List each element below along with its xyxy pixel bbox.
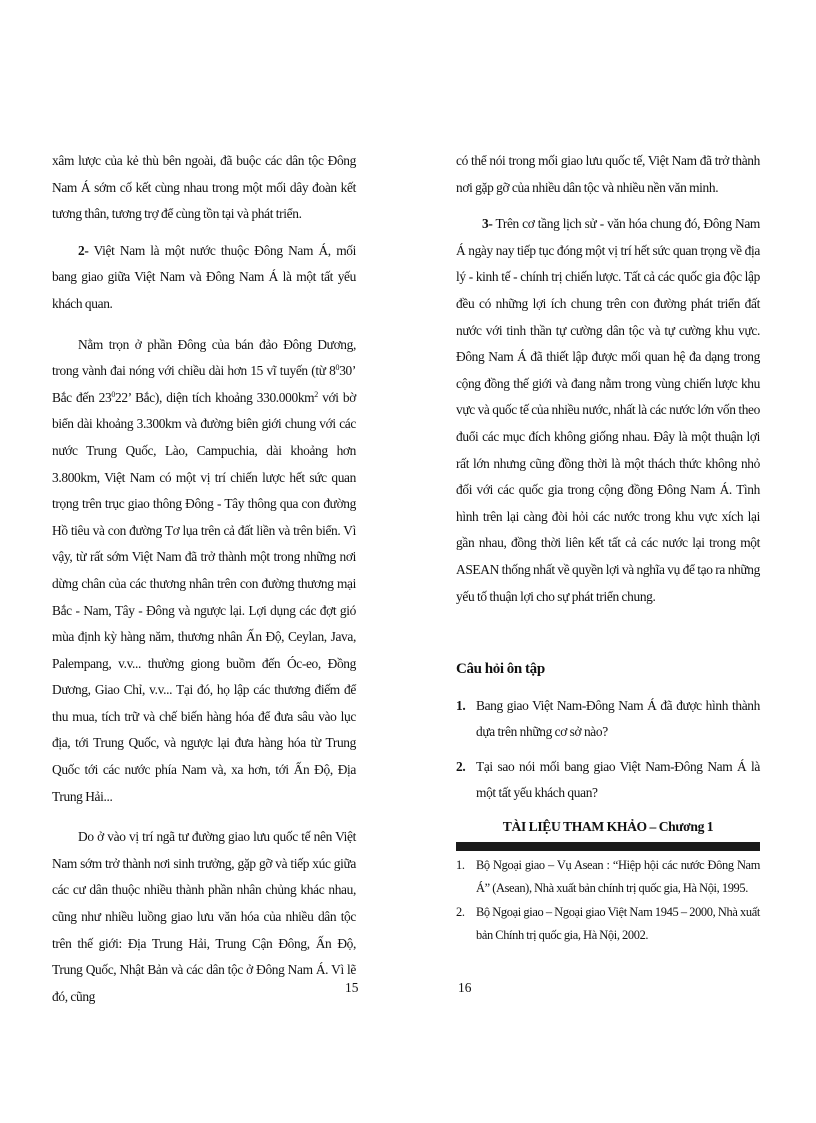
section-number: 2- [78,242,89,258]
superscript: 0 [335,363,340,373]
references-title: TÀI LIỆU THAM KHẢO – Chương 1 [502,819,714,835]
section-number: 3- [482,216,493,232]
paragraph-text: 22’ Bắc), diện tích khoảng 330.000km [114,389,315,405]
reference-item [456,854,760,899]
page-number: 16 [458,980,472,995]
paragraph-text: 30’ Bắc đến 23 [52,363,356,405]
superscript: 0 [111,389,115,399]
paragraph [52,238,356,318]
paragraph-text: Việt Nam là một nước thuộc Đông Nam Á, mối bang giao giữa Việt Nam và Đông Nam Á là một tất yếu khách quan. [52,242,356,311]
superscript: 2 [314,389,318,399]
paragraph-text: Nằm trọn ở phần Đông của bán đảo Đông Dương, trong vành đai nóng với chiều dài hơn 15 vĩ tuyến (từ 8 [52,336,356,379]
left-page-column [52,148,359,1010]
question-text: Bang giao Việt Nam-Đông Nam Á đã được hình thành dựa trên những cơ sở nào? [476,697,760,740]
question-item [456,754,760,807]
question-number: 1. [456,697,466,713]
paragraph: Do ở vào vị trí ngã tư đường giao lưu quốc tế nên Việt Nam sớm trở thành nơi sinh trưởng, gặp gỡ và tiếp xúc giữa các cư dân thuộc nhiều thành phần nhân chủng khác nhau, cũng như nhiều luồng giao lưu văn hóa của nhiều dân tộc trên thế giới: Địa Trung Hải, Trung Cận Đông, Ấn Độ, Trung Quốc, Nhật Bản và các dân tộc ở Đông Nam Á. Vì lẽ đó, cũng [52,829,356,1004]
paragraph-text: Trên cơ tầng lịch sử - văn hóa chung đó, Đông Nam Á ngày nay tiếp tục đóng một vị trí hết sức quan trọng về địa lý - kinh tế - chính trị chiến lược. Tất cả các quốc gia độc lập đều có những lợi ích chung trên con đường phát triển đất nước với tinh thần tự cường dân tộc và tự cường khu vực. Đông Nam Á đã thiết lập được mối quan hệ đa dạng trong cộng đồng thế giới và đang nằm trong vùng chiến lược khu vực và quốc tế của nhiều nước, nhất là các nước lớn vốn theo đuổi các mục đích không giống nhau. Đây là một thuận lợi rất lớn nhưng cũng đồng thời là một thách thức không nhỏ đối với các quốc gia trong cộng đồng Đông Nam Á. Tình hình trên lại càng đòi hỏi các nước trong khu vực xích lại gần nhau, đồng thời liên kết tất cả các nước lại trong một ASEAN thống nhất về quyền lợi và nghĩa vụ để tạo ra những yếu tố thuận lợi cho sự phát triển chung. [456,216,760,604]
reference-number: 2. [456,905,465,920]
paragraph: có thể nói trong mối giao lưu quốc tế, Việt Nam đã trở thành nơi gặp gỡ của nhiều dân tộc và nhiều nền văn minh. [456,153,760,195]
paragraph-text: với bờ biển dài khoảng 3.300km và đường biên giới chung với các nước Trung Quốc, Lào, Campuchia, dài khoảng hơn 3.800km, Việt Nam có một vị trí chiến lược hết sức quan trọng trên trục giao thông Đông - Tây thông qua con đường Hồ tiêu và con đường Tơ lụa trên cả đất liền và trên biển. Vì vậy, từ rất sớm Việt Nam đã trở thành một trong những nơi dừng chân của các thương nhân trên con đường thương mại Bắc - Nam, Tây - Đông và ngược lại. Lợi dụng các đợt gió mùa định kỳ hàng năm, thương nhân Ấn Độ, Ceylan, Java, Palempang, v.v... thường giong buồm đến Óc-eo, Đồng Dương, Giao Chỉ, v.v... Tại đó, họ lập các thương điếm để thu mua, tích trữ và chế biến hàng hóa để đưa sâu vào lục địa, tới Trung Quốc, và ngược lại đưa hàng hóa từ Trung Quốc tới các nước phía Nam và, xa hơn, tới Ấn Độ, Địa Trung Hải... [52,389,357,804]
references-divider [456,842,760,851]
question-item [456,693,760,746]
paragraph [456,211,760,610]
paragraph: xâm lược của kẻ thù bên ngoài, đã buộc các dân tộc Đông Nam Á sớm cố kết cùng nhau trong một mối dây đoàn kết tương thân, tương trợ để cùng tồn tại và phát triển. [52,153,356,222]
page-number: 15 [345,980,359,995]
reference-text: Bộ Ngoại giao – Vụ Asean : “Hiệp hội các nước Đông Nam Á” (Asean), Nhà xuất bản chính trị quốc gia, Hà Nội, 1995. [476,858,760,895]
reference-item [456,901,760,946]
paragraph [52,332,356,811]
review-heading: Câu hỏi ôn tập [456,661,545,678]
reference-number: 1. [456,858,465,873]
question-number: 2. [456,758,466,774]
question-text: Tại sao nói mối bang giao Việt Nam-Đông Nam Á là một tất yếu khách quan? [476,758,760,801]
right-page-column [456,148,760,946]
reference-text: Bộ Ngoại giao – Ngoại giao Việt Nam 1945 – 2000, Nhà xuất bản Chính trị quốc gia, Hà Nội, 2002. [476,905,760,942]
